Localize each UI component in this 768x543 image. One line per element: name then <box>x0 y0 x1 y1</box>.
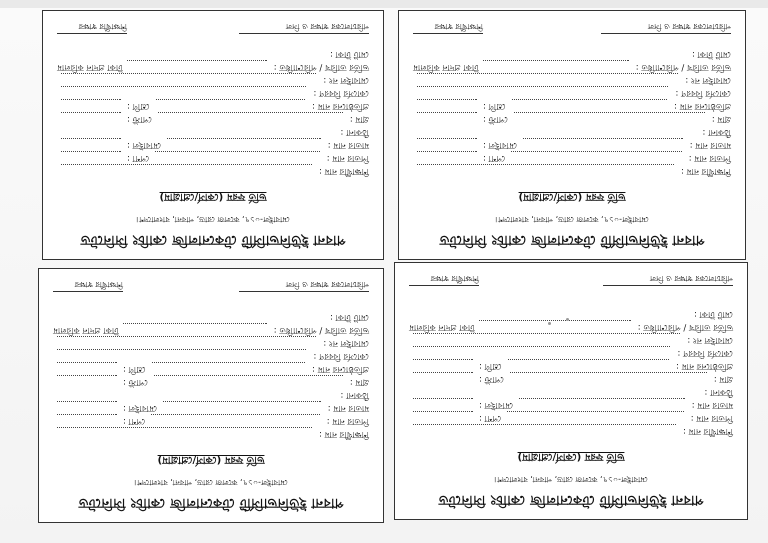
mother-mobile-label: মোবাইল : <box>127 140 162 150</box>
course-desc-blank <box>57 349 306 359</box>
form-subtitle: ভর্তি ফরম (কোর্স/প্রোগ্রাম) <box>517 451 625 462</box>
admission-form-bottom-left <box>38 268 384 523</box>
admission-form-top-left <box>42 10 384 260</box>
mobile-row <box>409 333 733 346</box>
payment-label: ভর্তির তারিখ / পরিশোধিত : <box>637 322 733 332</box>
village-label: গ্রাম : <box>349 114 369 124</box>
village-label: গ্রাম : <box>713 374 733 384</box>
mother-mobile-label: মোবাইল : <box>483 140 518 150</box>
class-blank <box>417 99 477 109</box>
signature-area <box>57 19 369 34</box>
payment-row <box>57 60 369 73</box>
name-blank <box>417 164 674 174</box>
address-row <box>409 385 733 398</box>
father-occupation-blank <box>417 151 477 161</box>
student-signature: শিক্ষার্থীর স্বাক্ষর <box>57 19 127 34</box>
class-label: শ্রেণি : <box>483 101 506 111</box>
course-desc-blank <box>417 86 668 96</box>
name-blank <box>57 427 312 437</box>
payment-row <box>413 60 731 73</box>
father-row <box>413 151 731 164</box>
payment-row <box>53 323 369 336</box>
institution-blank <box>512 99 667 109</box>
total-label: মোট টাকা : <box>693 309 733 319</box>
father-label: পিতার নাম : <box>326 153 369 163</box>
father-row <box>409 411 733 424</box>
mother-blank <box>523 138 683 148</box>
mother-label: মাতার নাম : <box>691 400 733 410</box>
course-desc-blank <box>413 346 670 356</box>
form-content <box>395 263 747 519</box>
father-row <box>57 151 369 164</box>
address-row <box>57 125 369 138</box>
scan-top-edge <box>0 0 768 8</box>
mother-row <box>53 401 369 414</box>
director-signature: পরিচালকের স্বাক্ষর ও সিল <box>601 19 731 34</box>
institution-row <box>57 99 369 112</box>
mobile-label: মোবাইল নং : <box>685 75 731 85</box>
payment-tail: টাকা প্রদান করিলাম <box>53 325 119 335</box>
mother-label: মাতার নাম : <box>689 140 731 150</box>
course-desc-row <box>57 86 369 99</box>
post-blank <box>57 375 117 385</box>
father-occupation-blank <box>57 414 117 424</box>
mobile-row <box>57 73 369 86</box>
father-occupation-label: পেশা : <box>479 413 502 423</box>
total-label: মোট টাকা : <box>691 49 731 59</box>
form-title: পাবনা ইউনিভার্সিটি টেকনোলজি কোচিং সিনিটেড <box>78 495 344 510</box>
institution-label: প্রতিষ্ঠানের নাম : <box>676 361 733 371</box>
form-address: মোবাইল-০১৭, কলেজ রোড, পাবনা, বাংলাদেশ। <box>136 215 290 224</box>
institution-row <box>409 359 733 372</box>
father-label: পিতার নাম : <box>326 416 369 426</box>
admission-form-bottom-right <box>394 262 748 520</box>
total-label: মোট টাকা : <box>329 312 369 322</box>
father-label: পিতার নাম : <box>690 413 733 423</box>
father-row <box>53 414 369 427</box>
mother-row <box>57 138 369 151</box>
name-row <box>57 164 369 177</box>
name-blank <box>61 164 312 174</box>
institution-label: প্রতিষ্ঠানের নাম : <box>674 101 731 111</box>
mother-blank <box>167 138 321 148</box>
form-title: পাবনা ইউনিভার্সিটি টেকনোলজি কোচিং সিনিটেড <box>438 492 704 507</box>
post-label: পোস্ট : <box>123 377 148 387</box>
address-label: ঠিকানা : <box>702 127 731 137</box>
mother-mobile-blank <box>57 401 117 411</box>
class-blank <box>61 99 121 109</box>
father-occupation-label: পেশা : <box>127 153 150 163</box>
form-content <box>399 11 745 259</box>
mobile-row <box>413 73 731 86</box>
mother-label: মাতার নাম : <box>327 140 369 150</box>
address-label: ঠিকানা : <box>704 387 733 397</box>
father-blank <box>151 414 319 424</box>
mother-blank <box>519 398 685 408</box>
course-desc-row <box>53 349 369 362</box>
total-label: মোট টাকা : <box>329 49 369 59</box>
form-content <box>43 11 383 259</box>
student-signature: শিক্ষার্থীর স্বাক্ষর <box>413 19 483 34</box>
student-signature: শিক্ষার্থীর স্বাক্ষর <box>409 271 479 286</box>
total-row <box>53 310 369 323</box>
director-signature: পরিচালকের স্বাক্ষর ও সিল <box>603 271 733 286</box>
address-row <box>413 125 731 138</box>
mobile-row <box>53 336 369 349</box>
payment-tail: টাকা প্রদান করিলাম <box>57 62 123 72</box>
village-row <box>53 375 369 388</box>
father-label: পিতার নাম : <box>688 153 731 163</box>
form-content <box>39 269 383 522</box>
institution-blank <box>152 362 305 372</box>
director-signature: পরিচালকের স্বাক্ষর ও সিল <box>239 277 369 292</box>
name-label: শিক্ষার্থীর নাম : <box>681 166 731 176</box>
village-blank <box>154 375 343 385</box>
father-blank <box>511 151 681 161</box>
form-subtitle: ভর্তি ফরম (কোর্স/প্রোগ্রাম) <box>159 191 267 202</box>
mobile-blank <box>61 73 316 83</box>
post-label: পোস্ট : <box>483 114 508 124</box>
payment-label: ভর্তির তারিখ / পরিশোধিত : <box>635 62 731 72</box>
total-row <box>409 307 733 320</box>
mobile-blank <box>417 73 678 83</box>
post-blank <box>61 112 121 122</box>
mobile-label: মোবাইল নং : <box>687 335 733 345</box>
scan-speck <box>548 322 551 325</box>
payment-blank <box>127 60 267 70</box>
father-occupation-blank <box>413 411 473 421</box>
mother-mobile-label: মোবাইল : <box>123 403 158 413</box>
mother-row <box>413 138 731 151</box>
name-label: শিক্ষার্থীর নাম : <box>683 426 733 436</box>
mother-mobile-blank <box>417 138 477 148</box>
class-label: শ্রেণি : <box>123 364 146 374</box>
form-title: পাবনা ইউনিভার্সিটি টেকনোলজি কোচিং সিনিটেড <box>439 232 705 247</box>
class-label: শ্রেণি : <box>479 361 502 371</box>
father-occupation-label: পেশা : <box>483 153 506 163</box>
institution-row <box>413 99 731 112</box>
name-row <box>413 164 731 177</box>
village-blank <box>158 112 343 122</box>
payment-blank <box>483 60 629 70</box>
scan-speck <box>566 318 569 321</box>
name-row <box>53 427 369 440</box>
name-row <box>409 424 733 437</box>
institution-row <box>53 362 369 375</box>
payment-label: ভর্তির তারিখ / পরিশোধিত : <box>273 325 369 335</box>
mobile-blank <box>57 336 316 346</box>
name-label: শিক্ষার্থীর নাম : <box>319 429 369 439</box>
signature-area <box>409 271 733 286</box>
form-subtitle: ভর্তি ফরম (কোর্স/প্রোগ্রাম) <box>157 454 265 465</box>
form-address: মোবাইল-০১৭, কলেজ রোড, পাবনা, বাংলাদেশ। <box>495 215 649 224</box>
signature-area <box>413 19 731 34</box>
admission-form-top-right <box>398 10 746 260</box>
village-row <box>409 372 733 385</box>
payment-tail: টাকা প্রদান করিলাম <box>409 322 475 332</box>
class-blank <box>413 359 473 369</box>
mobile-label: মোবাইল নং : <box>323 75 369 85</box>
payment-label: ভর্তির তারিখ / পরিশোধিত : <box>273 62 369 72</box>
form-address: মোবাইল-০১৭, কলেজ রোড, পাবনা, বাংলাদেশ। <box>494 475 648 484</box>
father-blank <box>155 151 319 161</box>
mother-row <box>409 398 733 411</box>
address-row <box>53 388 369 401</box>
signature-area <box>53 277 369 292</box>
payment-tail: টাকা প্রদান করিলাম <box>413 62 479 72</box>
course-desc-row <box>409 346 733 359</box>
course-desc-label: কোর্সের বিবরণ : <box>677 348 733 358</box>
payment-blank <box>479 320 631 330</box>
course-desc-label: কোর্সের বিবরণ : <box>313 88 369 98</box>
course-desc-label: কোর্সের বিবরণ : <box>675 88 731 98</box>
mobile-blank <box>413 333 680 343</box>
course-desc-label: কোর্সের বিবরণ : <box>313 351 369 361</box>
mother-mobile-blank <box>61 138 121 148</box>
mother-label: মাতার নাম : <box>327 403 369 413</box>
father-occupation-blank <box>61 151 121 161</box>
mobile-label: মোবাইল নং : <box>323 338 369 348</box>
institution-label: প্রতিষ্ঠানের নাম : <box>312 101 369 111</box>
course-desc-row <box>413 86 731 99</box>
village-label: গ্রাম : <box>349 377 369 387</box>
village-blank <box>510 372 707 382</box>
name-label: শিক্ষার্থীর নাম : <box>319 166 369 176</box>
village-blank <box>514 112 705 122</box>
total-row <box>413 47 731 60</box>
address-label: ঠিকানা : <box>340 390 369 400</box>
institution-label: প্রতিষ্ঠানের নাম : <box>312 364 369 374</box>
student-signature: শিক্ষার্থীর স্বাক্ষর <box>53 277 123 292</box>
mother-mobile-blank <box>413 398 473 408</box>
mother-mobile-label: মোবাইল : <box>479 400 514 410</box>
institution-blank <box>156 99 305 109</box>
form-address: মোবাইল-০১৭, কলেজ রোড, পাবনা, বাংলাদেশ। <box>134 478 288 487</box>
village-row <box>413 112 731 125</box>
mother-blank <box>163 401 321 411</box>
post-label: পোস্ট : <box>127 114 152 124</box>
class-blank <box>57 362 117 372</box>
form-subtitle: ভর্তি ফরম (কোর্স/প্রোগ্রাম) <box>518 191 626 202</box>
director-signature: পরিচালকের স্বাক্ষর ও সিল <box>239 19 369 34</box>
institution-blank <box>508 359 669 369</box>
payment-row <box>409 320 733 333</box>
post-blank <box>413 372 473 382</box>
post-blank <box>417 112 477 122</box>
address-label: ঠিকানা : <box>340 127 369 137</box>
village-row <box>57 112 369 125</box>
father-occupation-label: পেশা : <box>123 416 146 426</box>
total-row <box>57 47 369 60</box>
post-label: পোস্ট : <box>479 374 504 384</box>
course-desc-blank <box>61 86 306 96</box>
father-blank <box>507 411 683 421</box>
class-label: শ্রেণি : <box>127 101 150 111</box>
name-blank <box>413 424 676 434</box>
payment-blank <box>123 323 267 333</box>
village-label: গ্রাম : <box>711 114 731 124</box>
form-title: পাবনা ইউনিভার্সিটি টেকনোলজি কোচিং সিনিটেড <box>80 232 346 247</box>
